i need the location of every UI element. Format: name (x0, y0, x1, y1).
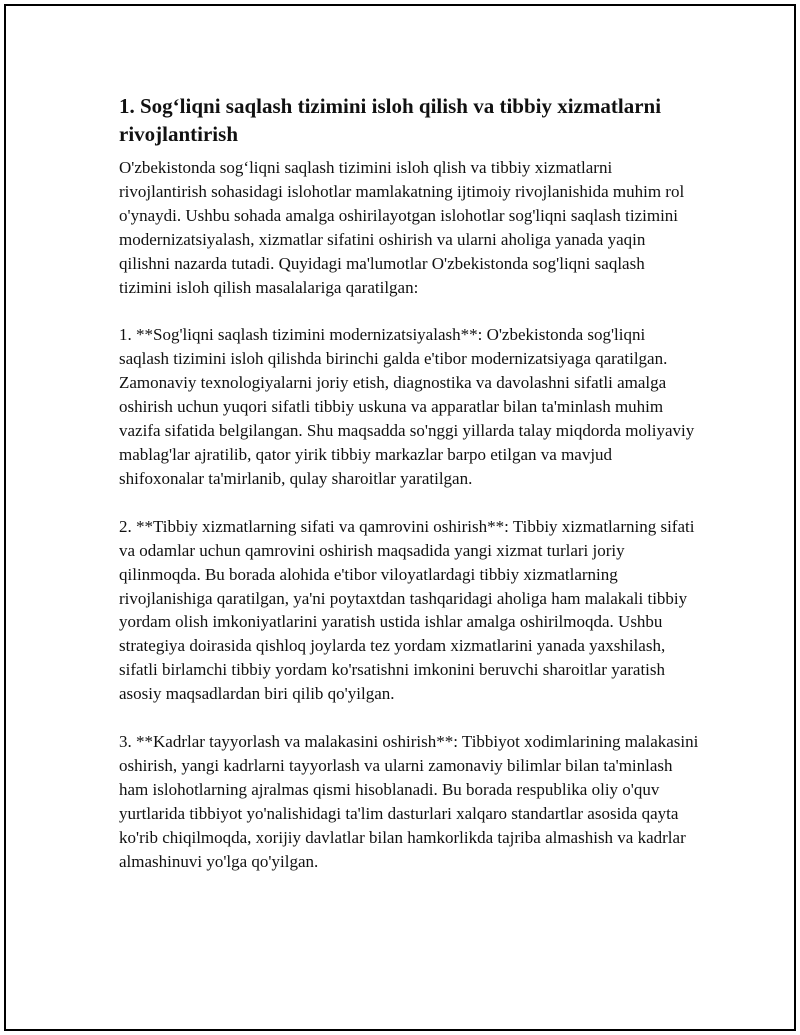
intro-paragraph: O'zbekistonda sog‘liqni saqlash tizimini isloh qlish va tibbiy xizmatlarni rivojlantirish sohasidagi islohotlar mamlakatning ijtimoiy rivojlanishida muhim rol o'ynaydi. Ushbu sohada amalga oshirilayotgan islohotlar sog'liqni saqlash tizimini modernizatsiyalash, xizmatlar sifatini oshirish va ularni aholiga yanada yaqin qilishni nazarda tutadi. Quyidagi ma'lumotlar O'zbekistonda sog'liqni saqlash tizimini isloh qilish masalalariga qaratilgan: (119, 158, 685, 297)
page-frame (4, 4, 796, 1031)
section-heading: 1. Sog‘liqni saqlash tizimini isloh qilish va tibbiy xizmatlarni rivojlantirish (119, 94, 662, 146)
document-body (119, 92, 699, 897)
paragraph-staff-training: 3. **Kadrlar tayyorlash va malakasini oshirish**: Tibbiyot xodimlarining malakasini oshirish, yangi kadrlarni tayyorlash va ularni zamonaviy bilimlar bilan ta'minlash ham islohotlarning ajralmas qismi hisoblanadi. Bu borada respublika oliy o'quv yurtlarida tibbiyot yo'nalishidagi ta'lim dasturlari xalqaro standartlar asosida qayta ko'rib chiqilmoqda, xorijiy davlatlar bilan hamkorlikda tajriba almashish va kadrlar almashinuvi yo'lga qo'yilgan. (119, 732, 699, 871)
paragraph-service-quality: 2. **Tibbiy xizmatlarning sifati va qamrovini oshirish**: Tibbiy xizmatlarning sifati va odamlar uchun qamrovini oshirish maqsadida yangi xizmat turlari joriy qilinmoqda. Bu borada alohida e'tibor viloyatlardagi tibbiy xizmatlarning rivojlanishiga qaratilgan, ya'ni poytaxtdan tashqaridagi aholiga ham malakali tibbiy yordam olish imkoniyatlarini yaratish ustida ishlar amalga oshirilmoqda. Ushbu strategiya doirasida qishloq joylarda tez yordam xizmatlarini yanada yaxshilash, sifatli birlamchi tibbiy yordam ko'rsatishni imkonini beruvchi sharoitlar yaratish asosiy maqsadlardan biri qilib qo'yilgan. (119, 516, 695, 704)
paragraph-modernization: 1. **Sog'liqni saqlash tizimini modernizatsiyalash**: O'zbekistonda sog'liqni saqlash tizimini isloh qilishda birinchi galda e'tibor modernizatsiyaga qaratilgan. Zamonaviy texnologiyalarni joriy etish, diagnostika va davolashni sifatli amalga oshirish uchun yuqori sifatli tibbiy uskuna va apparatlar bilan ta'minlash muhim vazifa sifatida belgilangan. Shu maqsadda so'nggi yillarda talay miqdorda moliyaviy mablag'lar ajratilib, qator yirik tibbiy markazlar barpo etilgan va mavjud shifoxonalar ta'mirlanib, qulay sharoitlar yaratilgan. (119, 325, 695, 488)
